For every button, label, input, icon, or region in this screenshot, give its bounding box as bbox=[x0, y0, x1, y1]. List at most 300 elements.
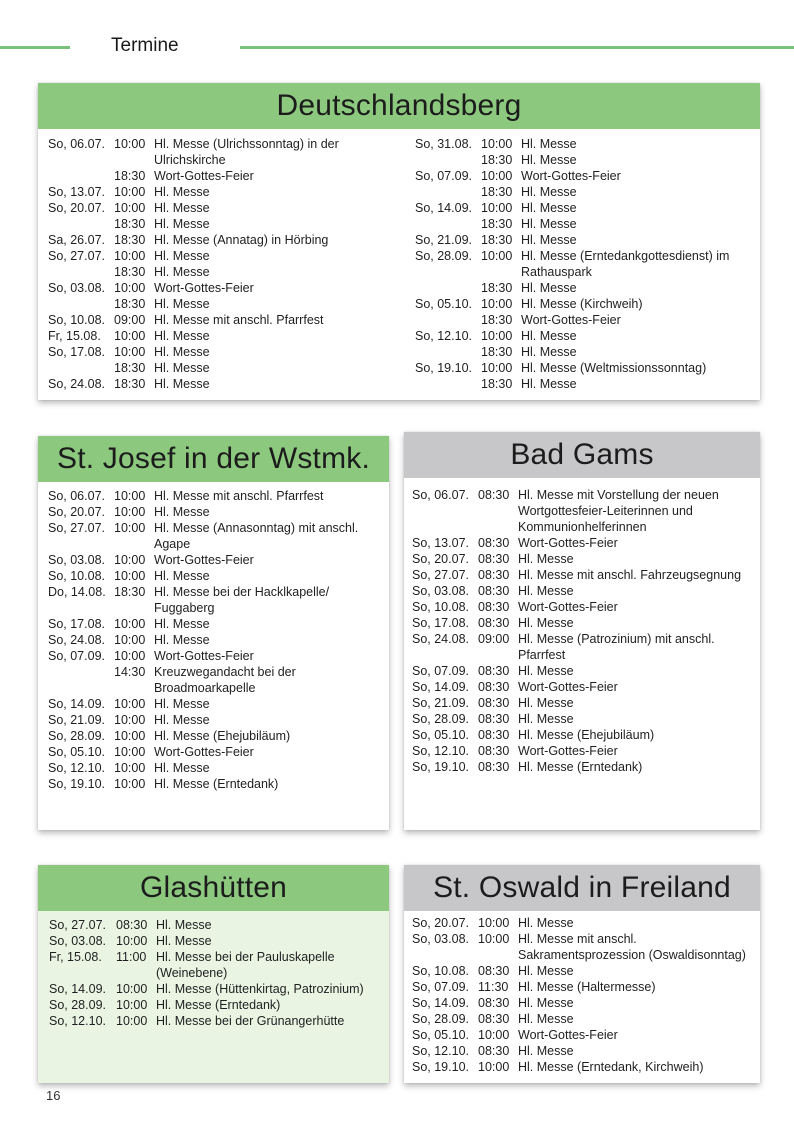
entry-time: 10:00 bbox=[481, 297, 513, 311]
entry-event: Hl. Messe bbox=[154, 761, 210, 775]
schedule-entry bbox=[412, 963, 752, 979]
schedule-list bbox=[48, 488, 380, 792]
schedule-entry bbox=[48, 776, 380, 792]
entry-date: So, 27.07. bbox=[412, 568, 469, 582]
entry-time: 14:30 bbox=[114, 665, 146, 679]
header-rule-left bbox=[0, 46, 70, 49]
schedule-entry bbox=[48, 664, 380, 696]
schedule-entry bbox=[415, 296, 750, 312]
entry-date: So, 19.10. bbox=[48, 777, 105, 791]
schedule-entry bbox=[415, 376, 750, 392]
entry-time: 09:00 bbox=[114, 313, 146, 327]
entry-time: 10:00 bbox=[481, 329, 513, 343]
entry-date bbox=[415, 344, 481, 360]
entry-date: So, 05.10. bbox=[412, 1028, 469, 1042]
entry-event: Hl. Messe bbox=[154, 201, 210, 215]
entry-time: 10:00 bbox=[114, 249, 146, 263]
entry-time: 08:30 bbox=[478, 664, 510, 678]
entry-time: 10:00 bbox=[114, 281, 146, 295]
entry-event: Hl. Messe bbox=[521, 137, 577, 151]
entry-time: 10:00 bbox=[114, 633, 146, 647]
schedule-entry bbox=[49, 1013, 381, 1029]
entry-time: 10:00 bbox=[481, 249, 513, 263]
schedule-entry bbox=[415, 168, 750, 184]
entry-time: 10:00 bbox=[114, 713, 146, 727]
entry-time: 10:00 bbox=[481, 169, 513, 183]
entry-date bbox=[415, 152, 481, 168]
entry-time: 11:30 bbox=[478, 980, 509, 994]
schedule-entry bbox=[48, 328, 388, 344]
entry-date: Sa, 26.07. bbox=[48, 233, 105, 247]
entry-event: Hl. Messe mit anschl. Sakramentsprozession (Oswaldisonntag) bbox=[518, 932, 746, 962]
entry-date: So, 24.08. bbox=[48, 377, 105, 391]
entry-time: 18:30 bbox=[481, 281, 513, 295]
entry-event: Hl. Messe bbox=[521, 185, 577, 199]
card-st-josef bbox=[38, 436, 389, 830]
entry-date: So, 13.07. bbox=[48, 185, 105, 199]
entry-event: Wort-Gottes-Feier bbox=[518, 680, 618, 694]
schedule-entry bbox=[48, 344, 388, 360]
schedule-entry bbox=[48, 504, 380, 520]
entry-time: 10:00 bbox=[114, 489, 146, 503]
entry-date: So, 12.10. bbox=[415, 329, 472, 343]
entry-event: Hl. Messe bbox=[521, 345, 577, 359]
entry-date bbox=[48, 264, 114, 280]
entry-event: Hl. Messe (Erntedank, Kirchweih) bbox=[518, 1060, 704, 1074]
schedule-list bbox=[412, 487, 752, 775]
entry-event: Hl. Messe bei der Pauluskapelle (Weinebene) bbox=[156, 950, 335, 980]
entry-date: So, 05.10. bbox=[48, 745, 105, 759]
entry-date: So, 17.08. bbox=[412, 616, 469, 630]
parish-title-st-oswald: St. Oswald in Freiland bbox=[404, 865, 760, 911]
schedule-entry bbox=[48, 232, 388, 248]
entry-event: Hl. Messe bbox=[154, 217, 210, 231]
entry-time: 10:00 bbox=[114, 745, 146, 759]
entry-event: Hl. Messe bbox=[518, 996, 574, 1010]
entry-event: Hl. Messe bbox=[154, 617, 210, 631]
entry-event: Hl. Messe bbox=[518, 1044, 574, 1058]
schedule-entry bbox=[48, 136, 388, 168]
entry-time: 10:00 bbox=[478, 916, 510, 930]
entry-event: Hl. Messe bbox=[154, 361, 210, 375]
entry-date: So, 24.08. bbox=[412, 632, 469, 646]
entry-date: So, 07.09. bbox=[415, 169, 472, 183]
page-number: 16 bbox=[46, 1088, 61, 1103]
entry-time: 18:30 bbox=[481, 233, 513, 247]
entry-time: 10:00 bbox=[114, 649, 146, 663]
schedule-entry bbox=[48, 696, 380, 712]
schedule-entry bbox=[412, 1011, 752, 1027]
schedule-entry bbox=[48, 568, 380, 584]
entry-event: Hl. Messe bbox=[518, 916, 574, 930]
schedule-entry bbox=[412, 599, 752, 615]
entry-date: So, 05.10. bbox=[415, 297, 472, 311]
entry-event: Wort-Gottes-Feier bbox=[154, 649, 254, 663]
entry-event: Hl. Messe mit anschl. Pfarrfest bbox=[154, 489, 324, 503]
entry-event: Hl. Messe bbox=[518, 696, 574, 710]
entry-time: 18:30 bbox=[481, 185, 513, 199]
entry-date bbox=[415, 376, 481, 392]
entry-time: 18:30 bbox=[114, 169, 146, 183]
entry-event: Hl. Messe bbox=[521, 233, 577, 247]
entry-time: 10:00 bbox=[481, 361, 513, 375]
entry-date: So, 14.09. bbox=[415, 201, 472, 215]
entry-time: 10:00 bbox=[116, 1014, 148, 1028]
entry-date: So, 07.09. bbox=[412, 980, 469, 994]
schedule-entry bbox=[412, 727, 752, 743]
entry-time: 10:00 bbox=[114, 553, 146, 567]
entry-event: Hl. Messe bbox=[521, 153, 577, 167]
entry-time: 08:30 bbox=[478, 568, 510, 582]
schedule-entry bbox=[415, 360, 750, 376]
entry-time: 18:30 bbox=[481, 313, 513, 327]
entry-time: 18:30 bbox=[481, 377, 513, 391]
entry-event: Hl. Messe bbox=[521, 201, 577, 215]
entry-time: 18:30 bbox=[481, 217, 513, 231]
entry-event: Hl. Messe bbox=[518, 616, 574, 630]
entry-time: 18:30 bbox=[114, 217, 146, 231]
schedule-entry bbox=[48, 168, 388, 184]
schedule-entry bbox=[412, 695, 752, 711]
entry-event: Wort-Gottes-Feier bbox=[518, 536, 618, 550]
entry-time: 10:00 bbox=[478, 932, 510, 946]
entry-date: So, 14.09. bbox=[412, 996, 469, 1010]
entry-event: Hl. Messe bbox=[154, 249, 210, 263]
entry-event: Hl. Messe mit anschl. Fahrzeugsegnung bbox=[518, 568, 742, 582]
entry-date: So, 19.10. bbox=[415, 361, 472, 375]
schedule-entry bbox=[412, 743, 752, 759]
entry-time: 08:30 bbox=[116, 918, 148, 932]
entry-time: 10:00 bbox=[114, 729, 146, 743]
entry-event: Hl. Messe bbox=[156, 934, 212, 948]
entry-time: 08:30 bbox=[478, 712, 510, 726]
entry-date: So, 28.09. bbox=[412, 1012, 469, 1026]
entry-time: 10:00 bbox=[481, 137, 513, 151]
entry-time: 10:00 bbox=[114, 137, 146, 151]
entry-event: Hl. Messe bbox=[154, 329, 210, 343]
entry-time: 11:00 bbox=[116, 950, 147, 964]
entry-date: So, 27.07. bbox=[49, 918, 106, 932]
parish-title-glashuetten: Glashütten bbox=[38, 865, 389, 911]
entry-event: Hl. Messe (Haltermesse) bbox=[518, 980, 656, 994]
entry-date: So, 10.08. bbox=[48, 569, 105, 583]
schedule-entry bbox=[412, 679, 752, 695]
entry-event: Wort-Gottes-Feier bbox=[154, 281, 254, 295]
entry-event: Hl. Messe (Erntedankgottesdienst) im Rathauspark bbox=[521, 249, 730, 279]
entry-date: So, 28.09. bbox=[412, 712, 469, 726]
entry-time: 10:00 bbox=[481, 201, 513, 215]
entry-date: So, 20.07. bbox=[48, 201, 105, 215]
entry-date bbox=[48, 216, 114, 232]
schedule-entry bbox=[415, 184, 750, 200]
parish-title-bad-gams: Bad Gams bbox=[404, 432, 760, 478]
schedule-entry bbox=[412, 631, 752, 663]
entry-event: Hl. Messe bbox=[154, 633, 210, 647]
entry-date: So, 10.08. bbox=[48, 313, 105, 327]
entry-event: Wort-Gottes-Feier bbox=[521, 313, 621, 327]
entry-time: 08:30 bbox=[478, 744, 510, 758]
parish-title-st-josef: St. Josef in der Wstmk. bbox=[38, 436, 389, 482]
entry-date: So, 03.08. bbox=[48, 281, 105, 295]
schedule-entry bbox=[415, 232, 750, 248]
entry-date: So, 07.09. bbox=[48, 649, 105, 663]
schedule-entry bbox=[48, 728, 380, 744]
entry-time: 10:00 bbox=[116, 998, 148, 1012]
schedule-entry bbox=[415, 312, 750, 328]
schedule-entry bbox=[48, 712, 380, 728]
entry-event: Hl. Messe bbox=[521, 377, 577, 391]
schedule-entry bbox=[48, 584, 380, 616]
entry-date: Fr, 15.08. bbox=[49, 950, 102, 964]
schedule-list bbox=[412, 915, 752, 1075]
entry-time: 18:30 bbox=[114, 377, 146, 391]
schedule-entry bbox=[412, 995, 752, 1011]
entry-event: Hl. Messe (Ehejubiläum) bbox=[518, 728, 655, 742]
entry-date: So, 07.09. bbox=[412, 664, 469, 678]
entry-event: Hl. Messe bbox=[521, 281, 577, 295]
entry-time: 10:00 bbox=[114, 617, 146, 631]
schedule-entry bbox=[48, 552, 380, 568]
entry-event: Hl. Messe bbox=[518, 1012, 574, 1026]
entry-date: So, 19.10. bbox=[412, 760, 469, 774]
schedule-entry bbox=[412, 1043, 752, 1059]
entry-date: So, 06.07. bbox=[48, 137, 105, 151]
entry-time: 08:30 bbox=[478, 1044, 510, 1058]
entry-time: 10:00 bbox=[114, 761, 146, 775]
schedule-entry bbox=[49, 949, 381, 981]
schedule-entry bbox=[415, 152, 750, 168]
entry-event: Hl. Messe (Kirchweih) bbox=[521, 297, 643, 311]
entry-date: So, 13.07. bbox=[412, 536, 469, 550]
entry-event: Wort-Gottes-Feier bbox=[521, 169, 621, 183]
entry-event: Hl. Messe bbox=[156, 918, 212, 932]
entry-event: Hl. Messe bbox=[154, 505, 210, 519]
entry-date: So, 21.09. bbox=[48, 713, 105, 727]
entry-time: 08:30 bbox=[478, 760, 510, 774]
entry-time: 08:30 bbox=[478, 964, 510, 978]
entry-date: So, 14.09. bbox=[48, 697, 105, 711]
entry-event: Wort-Gottes-Feier bbox=[518, 1028, 618, 1042]
entry-event: Hl. Messe bbox=[154, 297, 210, 311]
schedule-entry bbox=[415, 200, 750, 216]
entry-date: So, 10.08. bbox=[412, 600, 469, 614]
entry-event: Hl. Messe bbox=[154, 697, 210, 711]
entry-date: So, 12.10. bbox=[49, 1014, 106, 1028]
schedule-entry bbox=[412, 567, 752, 583]
entry-event: Hl. Messe (Patrozinium) mit anschl. Pfarrfest bbox=[518, 632, 715, 662]
schedule-entry bbox=[48, 248, 388, 264]
entry-event: Hl. Messe (Weltmissionssonntag) bbox=[521, 361, 707, 375]
schedule-list bbox=[48, 136, 388, 392]
schedule-entry bbox=[49, 997, 381, 1013]
entry-date: So, 28.09. bbox=[415, 249, 472, 263]
entry-date: So, 12.10. bbox=[412, 744, 469, 758]
entry-event: Hl. Messe (Erntedank) bbox=[518, 760, 643, 774]
entry-event: Hl. Messe bbox=[518, 664, 574, 678]
schedule-entry bbox=[48, 632, 380, 648]
entry-date bbox=[415, 216, 481, 232]
entry-date: So, 20.07. bbox=[412, 916, 469, 930]
entry-event: Hl. Messe bbox=[154, 265, 210, 279]
entry-event: Hl. Messe bei der Grünangerhütte bbox=[156, 1014, 345, 1028]
entry-time: 10:00 bbox=[478, 1028, 510, 1042]
entry-event: Hl. Messe (Erntedank) bbox=[156, 998, 281, 1012]
entry-time: 10:00 bbox=[114, 329, 146, 343]
entry-date: So, 21.09. bbox=[412, 696, 469, 710]
entry-date bbox=[48, 296, 114, 312]
entry-date: So, 19.10. bbox=[412, 1060, 469, 1074]
entry-date: So, 17.08. bbox=[48, 345, 105, 359]
entry-time: 10:00 bbox=[114, 777, 146, 791]
schedule-entry bbox=[415, 248, 750, 280]
card-deutschlandsberg bbox=[38, 83, 760, 400]
entry-event: Hl. Messe (Ulrichssonntag) in der Ulrichskirche bbox=[154, 137, 339, 167]
entry-event: Wort-Gottes-Feier bbox=[518, 600, 618, 614]
entry-event: Hl. Messe bbox=[154, 377, 210, 391]
schedule-entry bbox=[48, 376, 388, 392]
entry-date: So, 27.07. bbox=[48, 249, 105, 263]
entry-time: 10:00 bbox=[116, 934, 148, 948]
entry-date: Fr, 15.08. bbox=[48, 329, 101, 343]
entry-date: So, 21.09. bbox=[415, 233, 472, 247]
entry-date: So, 20.07. bbox=[412, 552, 469, 566]
schedule-entry bbox=[48, 648, 380, 664]
schedule-entry bbox=[412, 915, 752, 931]
entry-time: 18:30 bbox=[481, 153, 513, 167]
entry-time: 10:00 bbox=[114, 505, 146, 519]
entry-event: Hl. Messe bbox=[518, 712, 574, 726]
entry-date: So, 20.07. bbox=[48, 505, 105, 519]
parish-title-deutschlandsberg: Deutschlandsberg bbox=[38, 83, 760, 129]
entry-date: So, 31.08. bbox=[415, 137, 472, 151]
schedule-entry bbox=[412, 711, 752, 727]
entry-time: 08:30 bbox=[478, 616, 510, 630]
card-st-oswald bbox=[404, 865, 760, 1083]
schedule-entry bbox=[49, 981, 381, 997]
entry-time: 08:30 bbox=[478, 552, 510, 566]
schedule-list bbox=[415, 136, 750, 392]
entry-date: Do, 14.08. bbox=[48, 585, 106, 599]
entry-event: Wort-Gottes-Feier bbox=[154, 553, 254, 567]
entry-event: Hl. Messe bbox=[154, 713, 210, 727]
entry-time: 18:30 bbox=[114, 233, 146, 247]
schedule-entry bbox=[48, 184, 388, 200]
schedule-entry bbox=[415, 216, 750, 232]
entry-event: Wort-Gottes-Feier bbox=[154, 745, 254, 759]
schedule-entry bbox=[415, 344, 750, 360]
entry-event: Hl. Messe bbox=[518, 964, 574, 978]
schedule-entry bbox=[412, 759, 752, 775]
entry-time: 08:30 bbox=[478, 696, 510, 710]
entry-time: 10:00 bbox=[114, 569, 146, 583]
entry-date: So, 12.10. bbox=[412, 1044, 469, 1058]
schedule-entry bbox=[48, 296, 388, 312]
entry-date bbox=[48, 168, 114, 184]
entry-time: 08:30 bbox=[478, 728, 510, 742]
schedule-entry bbox=[412, 551, 752, 567]
entry-time: 08:30 bbox=[478, 584, 510, 598]
section-title: Termine bbox=[111, 35, 179, 56]
schedule-entry bbox=[412, 979, 752, 995]
entry-date bbox=[415, 280, 481, 296]
entry-event: Hl. Messe (Annasonntag) mit anschl. Agape bbox=[154, 521, 359, 551]
entry-event: Wort-Gottes-Feier bbox=[154, 169, 254, 183]
entry-time: 10:00 bbox=[114, 697, 146, 711]
schedule-entry bbox=[415, 136, 750, 152]
schedule-entry bbox=[412, 615, 752, 631]
schedule-entry bbox=[412, 663, 752, 679]
entry-event: Hl. Messe bbox=[154, 569, 210, 583]
entry-time: 08:30 bbox=[478, 1012, 510, 1026]
header-rule-right bbox=[240, 46, 794, 49]
entry-date: So, 24.08. bbox=[48, 633, 105, 647]
entry-date: So, 28.09. bbox=[49, 998, 106, 1012]
entry-time: 10:00 bbox=[116, 982, 148, 996]
entry-event: Hl. Messe (Ehejubiläum) bbox=[154, 729, 291, 743]
entry-date: So, 14.09. bbox=[49, 982, 106, 996]
schedule-entry bbox=[48, 760, 380, 776]
schedule-list bbox=[49, 917, 381, 1029]
entry-event: Hl. Messe bbox=[518, 552, 574, 566]
schedule-entry bbox=[49, 917, 381, 933]
entry-date bbox=[415, 312, 481, 328]
entry-time: 09:00 bbox=[478, 632, 510, 646]
entry-time: 08:30 bbox=[478, 536, 510, 550]
entry-event: Hl. Messe (Erntedank) bbox=[154, 777, 279, 791]
entry-date: So, 03.08. bbox=[49, 934, 106, 948]
entry-time: 18:30 bbox=[481, 345, 513, 359]
card-bad-gams bbox=[404, 432, 760, 830]
schedule-entry bbox=[412, 1059, 752, 1075]
schedule-entry bbox=[48, 616, 380, 632]
entry-time: 18:30 bbox=[114, 585, 146, 599]
entry-time: 10:00 bbox=[114, 345, 146, 359]
entry-event: Hl. Messe bbox=[521, 217, 577, 231]
entry-date bbox=[48, 664, 114, 696]
entry-time: 18:30 bbox=[114, 297, 146, 311]
entry-event: Hl. Messe bbox=[521, 329, 577, 343]
schedule-entry bbox=[48, 744, 380, 760]
entry-date: So, 27.07. bbox=[48, 521, 105, 535]
entry-event: Wort-Gottes-Feier bbox=[518, 744, 618, 758]
schedule-entry bbox=[48, 200, 388, 216]
entry-date: So, 06.07. bbox=[48, 489, 105, 503]
entry-time: 18:30 bbox=[114, 361, 146, 375]
entry-time: 10:00 bbox=[114, 185, 146, 199]
schedule-entry bbox=[415, 328, 750, 344]
entry-date: So, 05.10. bbox=[412, 728, 469, 742]
schedule-entry bbox=[48, 488, 380, 504]
schedule-entry bbox=[48, 280, 388, 296]
entry-event: Hl. Messe (Hüttenkirtag, Patrozinium) bbox=[156, 982, 364, 996]
entry-date: So, 03.08. bbox=[412, 932, 469, 946]
schedule-entry bbox=[48, 264, 388, 280]
entry-time: 10:00 bbox=[114, 201, 146, 215]
schedule-entry bbox=[412, 583, 752, 599]
entry-date bbox=[48, 360, 114, 376]
entry-date: So, 17.08. bbox=[48, 617, 105, 631]
entry-event: Hl. Messe bbox=[154, 345, 210, 359]
entry-date: So, 06.07. bbox=[412, 488, 469, 502]
entry-time: 08:30 bbox=[478, 488, 510, 502]
schedule-entry bbox=[48, 216, 388, 232]
schedule-entry bbox=[48, 360, 388, 376]
schedule-entry bbox=[48, 312, 388, 328]
entry-time: 10:00 bbox=[114, 521, 146, 535]
entry-time: 10:00 bbox=[478, 1060, 510, 1074]
entry-event: Hl. Messe bei der Hacklkapelle/ Fuggaberg bbox=[154, 585, 330, 615]
schedule-entry bbox=[412, 487, 752, 535]
